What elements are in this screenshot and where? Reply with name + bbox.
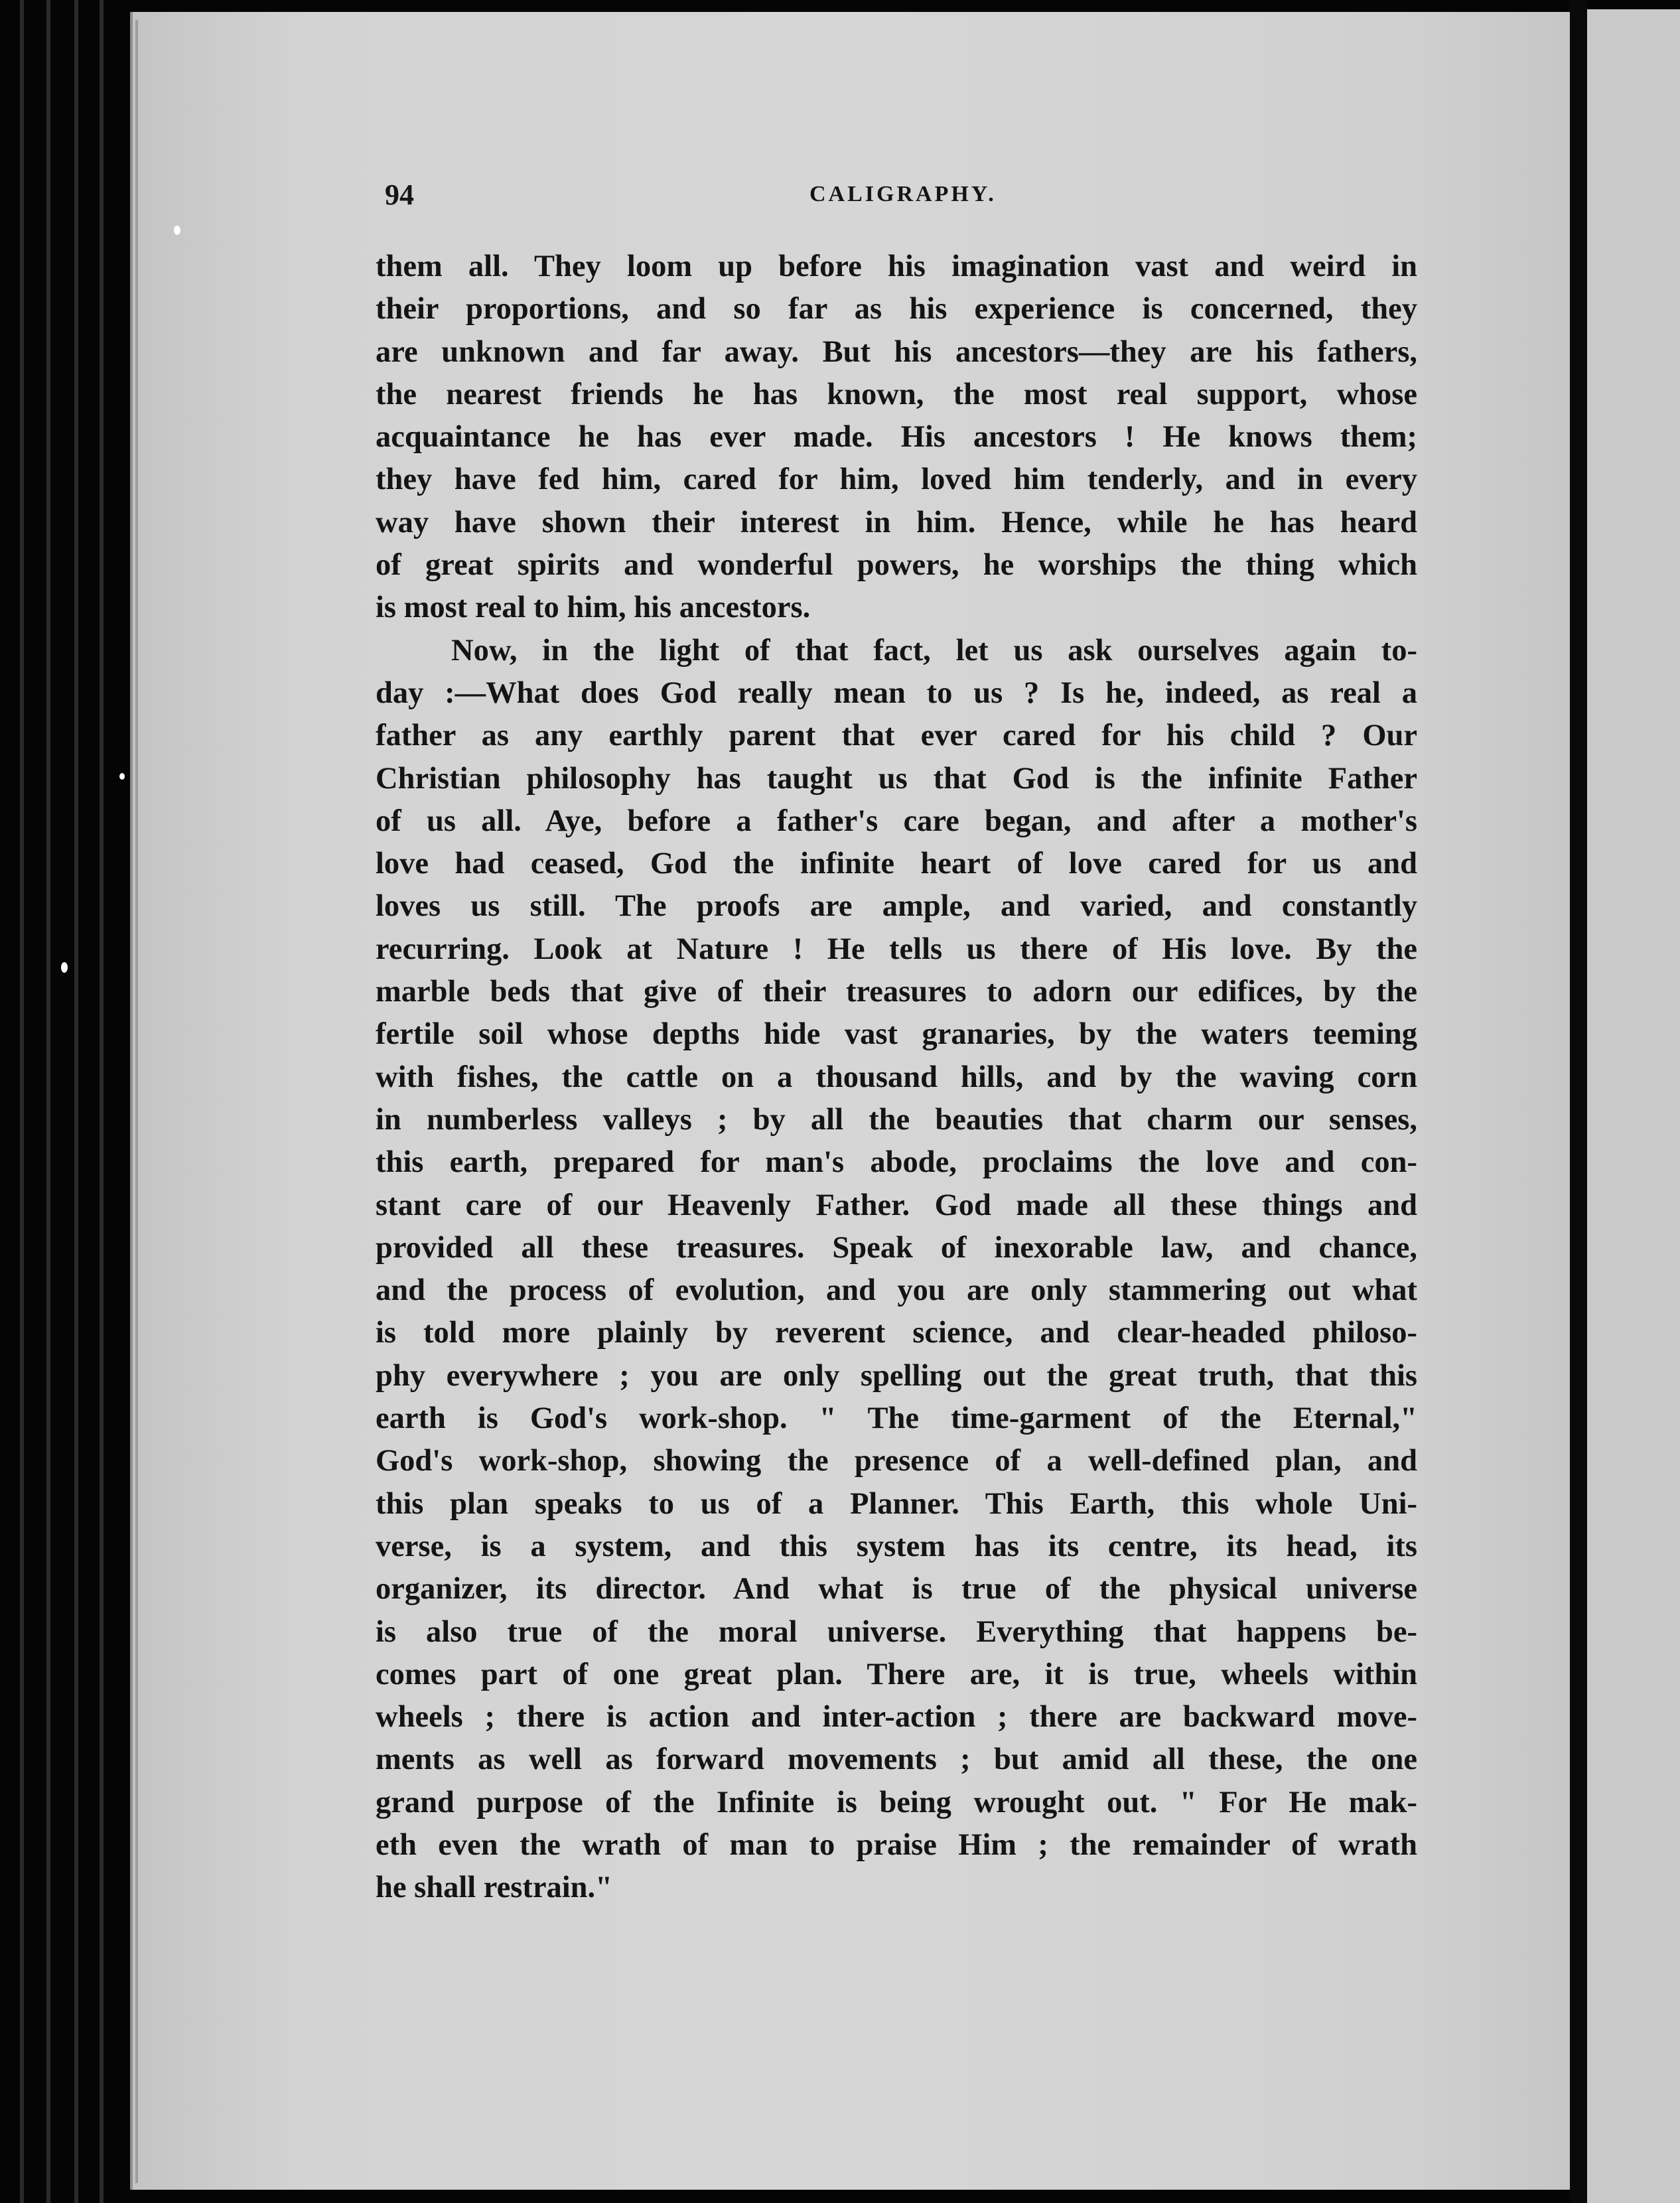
text-line: stant care of our Heavenly Father. God made all these things and [376,1188,1417,1222]
text-line: of great spirits and wonderful powers, he worships the thing which [376,548,1417,583]
text-line: loves us still. The proofs are ample, and varied, and constantly [376,889,1417,924]
text-line: this plan speaks to us of a Planner. This Earth, this whole Uni- [376,1486,1417,1521]
text-line: organizer, its director. And what is true of the physical universe [376,1572,1417,1606]
text-line: of us all. Aye, before a father's care began, and after a mother's [376,804,1417,838]
page-gutter [1570,0,1587,2203]
text-line: God's work-shop, showing the presence of a well-defined plan, and [376,1444,1417,1478]
scan-speck [174,226,180,235]
running-head: CALIGRAPHY. [809,182,997,206]
text-line: phy everywhere ; you are only spelling out the great truth, that this [376,1358,1417,1393]
text-line: he shall restrain." [376,1871,612,1905]
book-edge-strip [46,0,50,2203]
text-line: is told more plainly by reverent science, and clear-headed philoso- [376,1316,1417,1350]
text-line: ments as well as forward movements ; but amid all these, the one [376,1742,1417,1777]
text-line: day :—What does God really mean to us ? Is he, indeed, as real a [376,675,1417,710]
text-line: Now, in the light of that fact, let us ask ourselves again to- [451,633,1417,668]
text-line: is most real to him, his ancestors. [376,591,811,625]
text-line: grand purpose of the Infinite is being wrought out. " For He mak- [376,1785,1417,1819]
body-text [376,246,1417,1910]
page-border-line [135,20,138,2183]
text-line: provided all these treasures. Speak of inexorable law, and chance, [376,1230,1417,1265]
text-line: and the process of evolution, and you are only stammering out what [376,1273,1417,1308]
facing-page-edge [1587,9,1680,2203]
text-line: wheels ; there is action and inter-action ; there are backward move- [376,1700,1417,1735]
text-line: marble beds that give of their treasures to adorn our edifices, by the [376,975,1417,1009]
page-header [385,178,1446,231]
text-line: Christian philosophy has taught us that God is the infinite Father [376,761,1417,796]
text-line: with fishes, the cattle on a thousand hills, and by the waving corn [376,1060,1417,1094]
text-line: father as any earthly parent that ever cared for his child ? Our [376,719,1417,753]
text-line: comes part of one great plan. There are, it is true, wheels within [376,1657,1417,1691]
text-line: they have fed him, cared for him, loved him tenderly, and in every [376,462,1417,497]
text-line: love had ceased, God the infinite heart of love cared for us and [376,847,1417,881]
text-line: eth even the wrath of man to praise Him ; the remainder of wrath [376,1827,1417,1862]
text-line: recurring. Look at Nature ! He tells us there of His love. By the [376,932,1417,966]
text-line: acquaintance he has ever made. His ancestors ! He knows them; [376,420,1417,455]
text-line: them all. They loom up before his imagination vast and weird in [376,249,1417,283]
text-line: this earth, prepared for man's abode, proclaims the love and con- [376,1145,1417,1180]
text-line: is also true of the moral universe. Everything that happens be- [376,1614,1417,1649]
text-line: fertile soil whose depths hide vast granaries, by the waters teeming [376,1017,1417,1052]
text-line: in numberless valleys ; by all the beauties that charm our senses, [376,1102,1417,1137]
book-edge-strip [20,0,24,2203]
book-edge-strip [100,0,104,2203]
book-edge-strip [74,0,78,2203]
text-line: their proportions, and so far as his experience is concerned, they [376,292,1417,326]
page-number: 94 [385,178,414,211]
scan-speck [61,962,68,973]
text-line: way have shown their interest in him. Hence, while he has heard [376,505,1417,539]
text-line: verse, is a system, and this system has its centre, its head, its [376,1529,1417,1563]
text-line: are unknown and far away. But his ancestors—they are his fathers, [376,334,1417,369]
text-line: earth is God's work-shop. " The time-garment of the Eternal," [376,1401,1417,1436]
text-line: the nearest friends he has known, the most real support, whose [376,377,1417,411]
scan-speck [119,773,125,780]
